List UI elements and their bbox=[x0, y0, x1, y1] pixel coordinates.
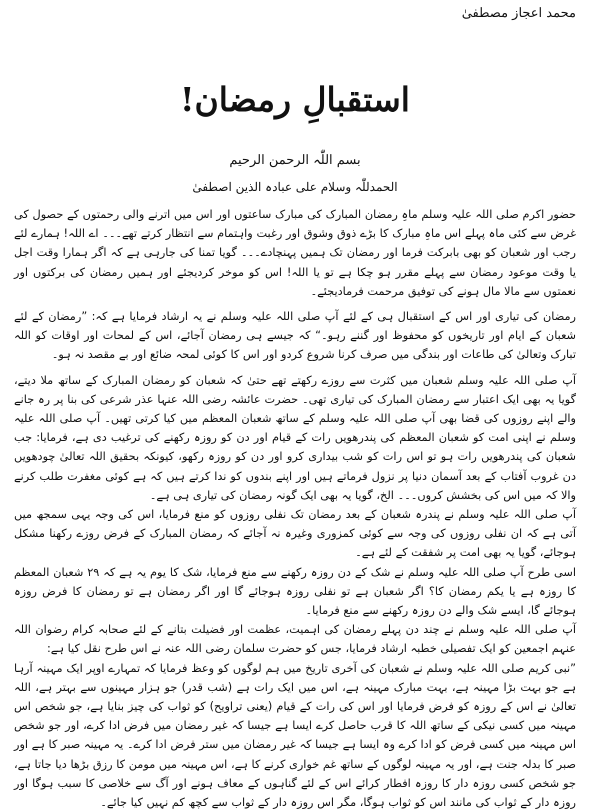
paragraph: آپ صلی اللہ علیہ وسلم شعبان میں کثرت سے روزے رکھتے تھے حتیٰ کہ شعبان کو رمضان المبارک کے ساتھ ملا دیتے، گویا یہ بھی ایک اعتبار سے رمضان المبارک کی تیاری تھی۔ حضرت عائشہ رضی اللہ عنہا عذر شرعی کی بنا پر رہ جانے والے اپنے روزوں کی قضا بھی آپ صلی اللہ علیہ وسلم کے ساتھ شعبان المعظم میں کیا کرتی تھیں۔ آپ صلی اللہ علیہ وسلم نے اپنی امت کو شعبان المعظم کی پندرھویں رات کے قیام اور دن کو روزہ رکھنے کی ترغیب دی ہے، فرمایا: جب شعبان کی پندرھویں رات ہو تو اس رات کو شب بیداری کرو اور دن کو روزہ رکھو، کیونکہ بحقیق اللہ تعالیٰ چودھویں دن غروب آفتاب کے بعد آسمان دنیا پر نزول فرماتے ہیں اور اپنے بندوں کو ندا کرتے ہیں کہ ہے کوئی مغفرت طلب کرنے والا کہ میں اس کی بخشش کروں۔۔۔ الخ، گویا یہ بھی ایک گونہ رمضان کی تیاری ہی ہے۔ bbox=[14, 373, 576, 502]
basmala: بسم اللّٰہ الرحمن الرحیم bbox=[229, 153, 361, 168]
paragraph: رمضان کی تیاری اور اس کے استقبال ہی کے لئے آپ صلی اللہ علیہ وسلم نے یہ ارشاد فرمایا ہے کہ: ”رمضان کے لئے شعبان کے ایام اور تاریخوں کو محفوظ اور گننے رہو۔“ کہ جیسے ہی رمضان آجائے، اس کے لمحات اور اوقات کو اللہ تبارک وتعالیٰ کی طاعات اور بندگی میں صرف کرنا شروع کردو اور اس کا کوئی لمحہ ضائع اور بے مقصد نہ ہو۔ bbox=[14, 310, 576, 362]
paragraph: حضور اکرم صلی اللہ علیہ وسلم ماہِ رمضان المبارک کی مبارک ساعتوں اور اس میں اترنے والی رحمتوں کے حصول کی غرض سے کئی ماہ پہلے اس ماہِ مبارک کا بڑے ذوق وشوق اور رغبت واہتمام سے انتظار کرتے تھے۔۔۔ اے اللہ! ہمارے لئے رجب اور شعبان کو بھی بابرکت فرما اور رمضان تک ہمیں پہنچادے۔۔۔ گویا تمنا کی جارہی ہے کہ اگر ہمارا وقت اجل یا وقت موعود رمضان سے پہلے مقرر ہو چکا ہے تو یا اللہ! اس کو موخر کردیجئے اور ہمیں رمضان کی برکتوں اور نعمتوں سے مالا مال ہونے کی توفیق مرحمت فرمادیجئے۔ bbox=[14, 208, 576, 298]
author-name: محمد اعجاز مصطفیٰ bbox=[461, 6, 576, 21]
paragraph: آپ صلی اللہ علیہ وسلم نے پندرہ شعبان کے بعد رمضان تک نفلی روزوں کو منع فرمایا، اس کی وجہ یہی سمجھ میں آتی ہے کہ ان نفلی روزوں کی وجہ سے کوئی کمزوری وغیرہ نہ آجائے کہ رمضان المبارک کے فرض روزے رکھنا مشکل ہوجائے، گویا یہ بھی امت پر شفقت کے لئے ہے۔ bbox=[14, 508, 576, 560]
article-title: استقبالِ رمضان! bbox=[180, 80, 410, 119]
paragraph: اسی طرح آپ صلی اللہ علیہ وسلم نے شک کے دن روزہ رکھنے سے منع فرمایا، شک کا یوم یہ ہے کہ ۲۹ شعبان المعظم کا روزہ ہے یا یکم رمضان کا؟ اگر شعبان ہے تو نفلی روزہ ہوجائے گا اور اگر رمضان ہے تو رمضان کا فرض روزہ ہوجائے گا، ایسے شک والے دن روزہ رکھنے سے منع فرمایا۔ bbox=[14, 565, 576, 618]
opening-praise: الحمدللّٰہ وسلام علی عبادہ الذین اصطفیٰ bbox=[192, 180, 398, 194]
quoted-hadith: ”نبی کریم صلی اللہ علیہ وسلم نے شعبان کی آخری تاریخ میں ہم لوگوں کو وعظ فرمایا کہ تمہارے اوپر ایک مہینہ آرہا ہے جو بہت بڑا مہینہ ہے، بہت مبارک مہینہ ہے، اس میں ایک رات ہے (شب قدر) جو ہزار مہینوں سے بہتر ہے، اللہ تعالیٰ نے اس کے روزہ کو فرض فرمایا اور اس کی رات کے قیام (یعنی تراویح) کو ثواب کی چیز بنایا ہے، جو شخص اس مہینہ میں کسی نیکی کے ساتھ اللہ کا قرب حاصل کرے ایسا ہے جیسا کہ غیر رمضان میں فرض ادا کرے، اور جو شخص اس مہینہ میں کسی فرض کو ادا کرے وہ ایسا ہے جیسا کہ غیر رمضان میں ستر فرض ادا کرے۔ یہ مہینہ صبر کا ہے اور صبر کا بدلہ جنت ہے، اور یہ مہینہ لوگوں کے ساتھ غم خواری کرنے کا ہے، اس مہینہ میں مومن کا رزق بڑھا دیا جاتا ہے، جو شخص کسی روزہ دار کا روزہ افطار کرائے اس کے لئے گناہوں کے معاف ہونے اور آگ سے خلاصی کا سبب ہوگا اور روزہ دار کے ثواب کی مانند اس کو ثواب ہوگا، مگر اس روزہ دار کے ثواب سے کچھ کم نہیں کیا جائے۔ bbox=[14, 661, 576, 810]
article-body bbox=[14, 205, 576, 812]
paragraph: آپ صلی اللہ علیہ وسلم نے چند دن پہلے رمضان کی اہمیت، عظمت اور فضیلت بتانے کے لئے صحابہ کرام رضوان اللہ عنہم اجمعین کو ایک تفصیلی خطبہ ارشاد فرمایا، جس کو حضرت سلمان رضی اللہ عنہ نے اس طرح نقل کیا ہے: bbox=[14, 623, 576, 656]
